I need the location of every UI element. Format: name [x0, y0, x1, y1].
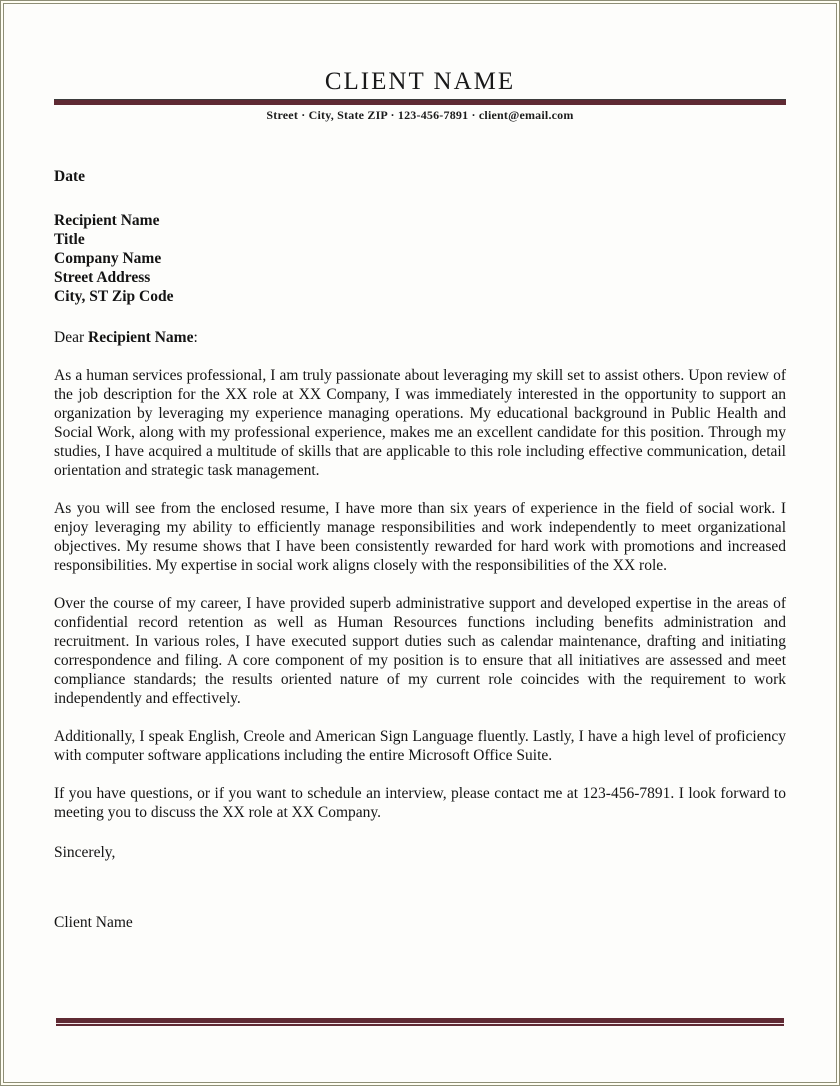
- recipient-block: [54, 211, 786, 306]
- body-paragraph-3: Over the course of my career, I have provided superb administrative support and developed expertise in the areas of confidential record retention as well as Human Resources functions including benefits administration and recruitment. In various roles, I have executed support duties such as calendar maintenance, drafting and initiating correspondence and filing. A core component of my position is to ensure that all initiatives are assessed and meet compliance standards; the results oriented nature of my current role coincides with the requirement to work independently and effectively.: [54, 595, 786, 707]
- recipient-company-line: Company Name: [54, 250, 162, 267]
- footer-rule-thin: [56, 1024, 784, 1026]
- letterhead-contact-line: Street · City, State ZIP · 123-456-7891 · client@email.com: [266, 108, 574, 122]
- recipient-street-line: Street Address: [54, 269, 151, 286]
- body-paragraph-4: Additionally, I speak English, Creole and American Sign Language fluently. Lastly, I have a high level of proficiency with computer software applications including the entire Microsoft Office Suite.: [54, 728, 786, 764]
- letter-body: [54, 167, 786, 932]
- page-border: [3, 3, 837, 1083]
- body-paragraph-2: As you will see from the enclosed resume, I have more than six years of experience in the field of social work. I enjoy leveraging my ability to efficiently manage responsibilities and work independently to meet organizational objectives. My resume shows that I have been consistently rewarded for hard work with promotions and increased responsibilities. My expertise in social work aligns closely with the responsibilities of the XX role.: [54, 500, 786, 574]
- body-paragraph-5: If you have questions, or if you want to schedule an interview, please contact me at 123-456-7891. I look forward to meeting you to discuss the XX role at XX Company.: [54, 785, 786, 821]
- body-paragraph-1: As a human services professional, I am truly passionate about leveraging my skill set to assist others. Upon review of the job description for the XX role at XX Company, I was immediately interested in the opportunity to support an organization by leveraging my experience managing operations. My educational background in Public Health and Social Work, along with my professional experience, makes me an excellent candidate for this position. Through my studies, I have acquired a multitude of skills that are applicable to this role including effective communication, detail orientation and strategic task management.: [54, 367, 786, 479]
- salutation-suffix: :: [193, 329, 198, 346]
- letter-content: [4, 68, 836, 932]
- recipient-city-line: City, ST Zip Code: [54, 288, 174, 305]
- salutation-recipient-name: Recipient Name: [88, 329, 194, 346]
- salutation: [54, 328, 786, 347]
- salutation-prefix: Dear: [54, 329, 88, 346]
- date-line: Date: [54, 168, 85, 185]
- footer-rule: [56, 1018, 784, 1026]
- recipient-name-line: Recipient Name: [54, 212, 160, 229]
- signature-name: Client Name: [54, 914, 133, 931]
- letterhead-client-name: CLIENT NAME: [324, 68, 516, 95]
- recipient-title-line: Title: [54, 231, 85, 248]
- letterhead-rule: [54, 99, 786, 105]
- closing-line: Sincerely,: [54, 844, 116, 861]
